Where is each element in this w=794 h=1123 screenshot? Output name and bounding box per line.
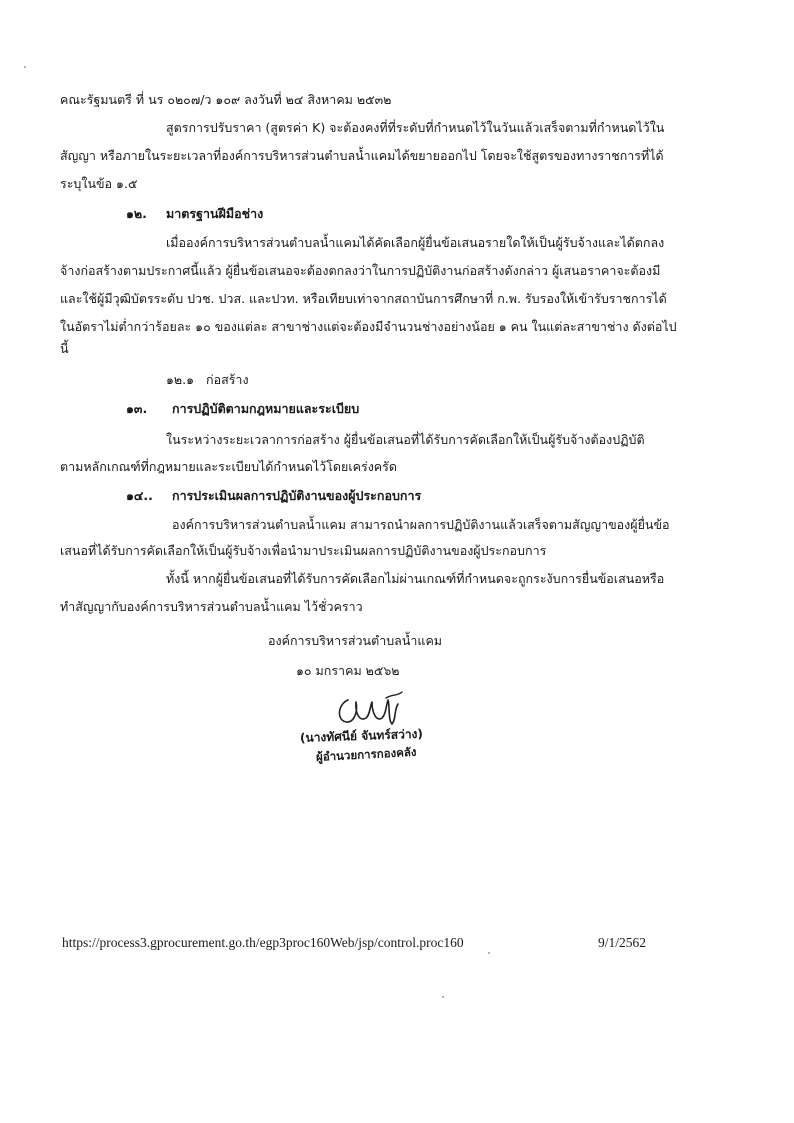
section-14-number: ๑๔.. [126,488,153,503]
scan-speck [24,66,26,68]
section-14-title: การประเมินผลการปฏิบัติงานของผู้ประกอบการ [172,488,422,503]
footer-date: 9/1/2562 [598,935,647,950]
body-line-1: คณะรัฐมนตรี ที่ นร ๐๒๐๗/ว ๑๐๙ ลงวันที่ ๒๔ สิงหาคม ๒๕๓๒ [60,92,392,107]
footer-url: https://process3.gprocurement.go.th/egp3proc160Web/jsp/control.proc160 [62,935,464,950]
scan-speck [488,952,490,954]
section-12-line-3: และใช้ผู้มีวุฒิบัตรระดับ ปวช. ปวส. และปวท. หรือเทียบเท่าจากสถาบันการศึกษาที่ ก.พ. รับรองให้เข้ารับราชการได้ [60,291,667,306]
section-13-title: การปฏิบัติตามกฎหมายและระเบียบ [172,401,360,416]
section-12-sub-label: ก่อสร้าง [206,372,249,387]
signatory-position: ผู้อำนวยการกองคลัง [315,744,417,764]
section-12-line-2: จ้างก่อสร้างตามประกาศนี้แล้ว ผู้ยื่นข้อเสนอจะต้องตกลงว่าในการปฏิบัติงานก่อสร้างดังกล่าว ผู้เสนอราคาจะต้องมี [60,263,661,278]
section-14-line-3: ทั้งนี้ หากผู้ยื่นข้อเสนอที่ได้รับการคัดเลือกไม่ผ่านเกณฑ์ที่กำหนดจะถูกระงับการยื่นข้อเสนอหรือ [166,571,665,586]
section-14-line-1: องค์การบริหารส่วนตำบลน้ำแคม สามารถนำผลการปฏิบัติงานแล้วเสร็จตามสัญญาของผู้ยื่นข้อ [172,517,670,532]
closing-organization: องค์การบริหารส่วนตำบลน้ำแคม [268,633,443,648]
body-line-4: ระบุในข้อ ๑.๕ [60,176,138,191]
section-12-title: มาตรฐานฝีมือช่าง [166,206,264,221]
body-line-3: สัญญา หรือภายในระยะเวลาที่องค์การบริหารส่วนตำบลน้ำแคมได้ขยายออกไป โดยจะใช้สูตรของทางราชการที่ได้ [60,148,664,163]
section-13-number: ๑๓. [126,401,148,416]
scan-speck [442,996,444,998]
body-line-2: สูตรการปรับราคา (สูตรค่า K) จะต้องคงที่ที่ระดับที่กำหนดไว้ในวันแล้วเสร็จตามที่กำหนดไว้ใน [166,120,665,135]
signatory-name: (นางทัศนีย์ จันทร์สว่าง) [299,726,424,745]
section-12-line-5: นี้ [60,341,69,356]
section-13-line-2: ตามหลักเกณฑ์ที่กฎหมายและระเบียบได้กำหนดไว้โดยเคร่งครัด [60,459,398,474]
section-12-line-1: เมื่อองค์การบริหารส่วนตำบลน้ำแคมได้คัดเลือกผู้ยื่นข้อเสนอรายใดให้เป็นผู้รับจ้างและได้ตกลง [166,235,665,250]
section-14-line-2: เสนอที่ได้รับการคัดเลือกให้เป็นผู้รับจ้างเพื่อนำมาประเมินผลการปฏิบัติงานของผู้ประกอบการ [60,543,547,558]
section-12-line-4: ในอัตราไม่ต่ำกว่าร้อยละ ๑๐ ของแต่ละ สาขาช่างแต่จะต้องมีจำนวนช่างอย่างน้อย ๑ คน ในแต่ละสาขาช่าง ดังต่อไป [60,319,677,334]
section-13-line-1: ในระหว่างระยะเวลาการก่อสร้าง ผู้ยื่นข้อเสนอที่ได้รับการคัดเลือกให้เป็นผู้รับจ้างต้องปฏิบัติ [166,432,645,447]
section-12-number: ๑๒. [126,206,147,221]
section-12-sub-number: ๑๒.๑ [166,372,195,387]
closing-date: ๑๐ มกราคม ๒๕๖๒ [296,663,400,678]
section-14-line-4: ทำสัญญากับองค์การบริหารส่วนตำบลน้ำแคม ไว้ชั่วคราว [60,599,363,614]
